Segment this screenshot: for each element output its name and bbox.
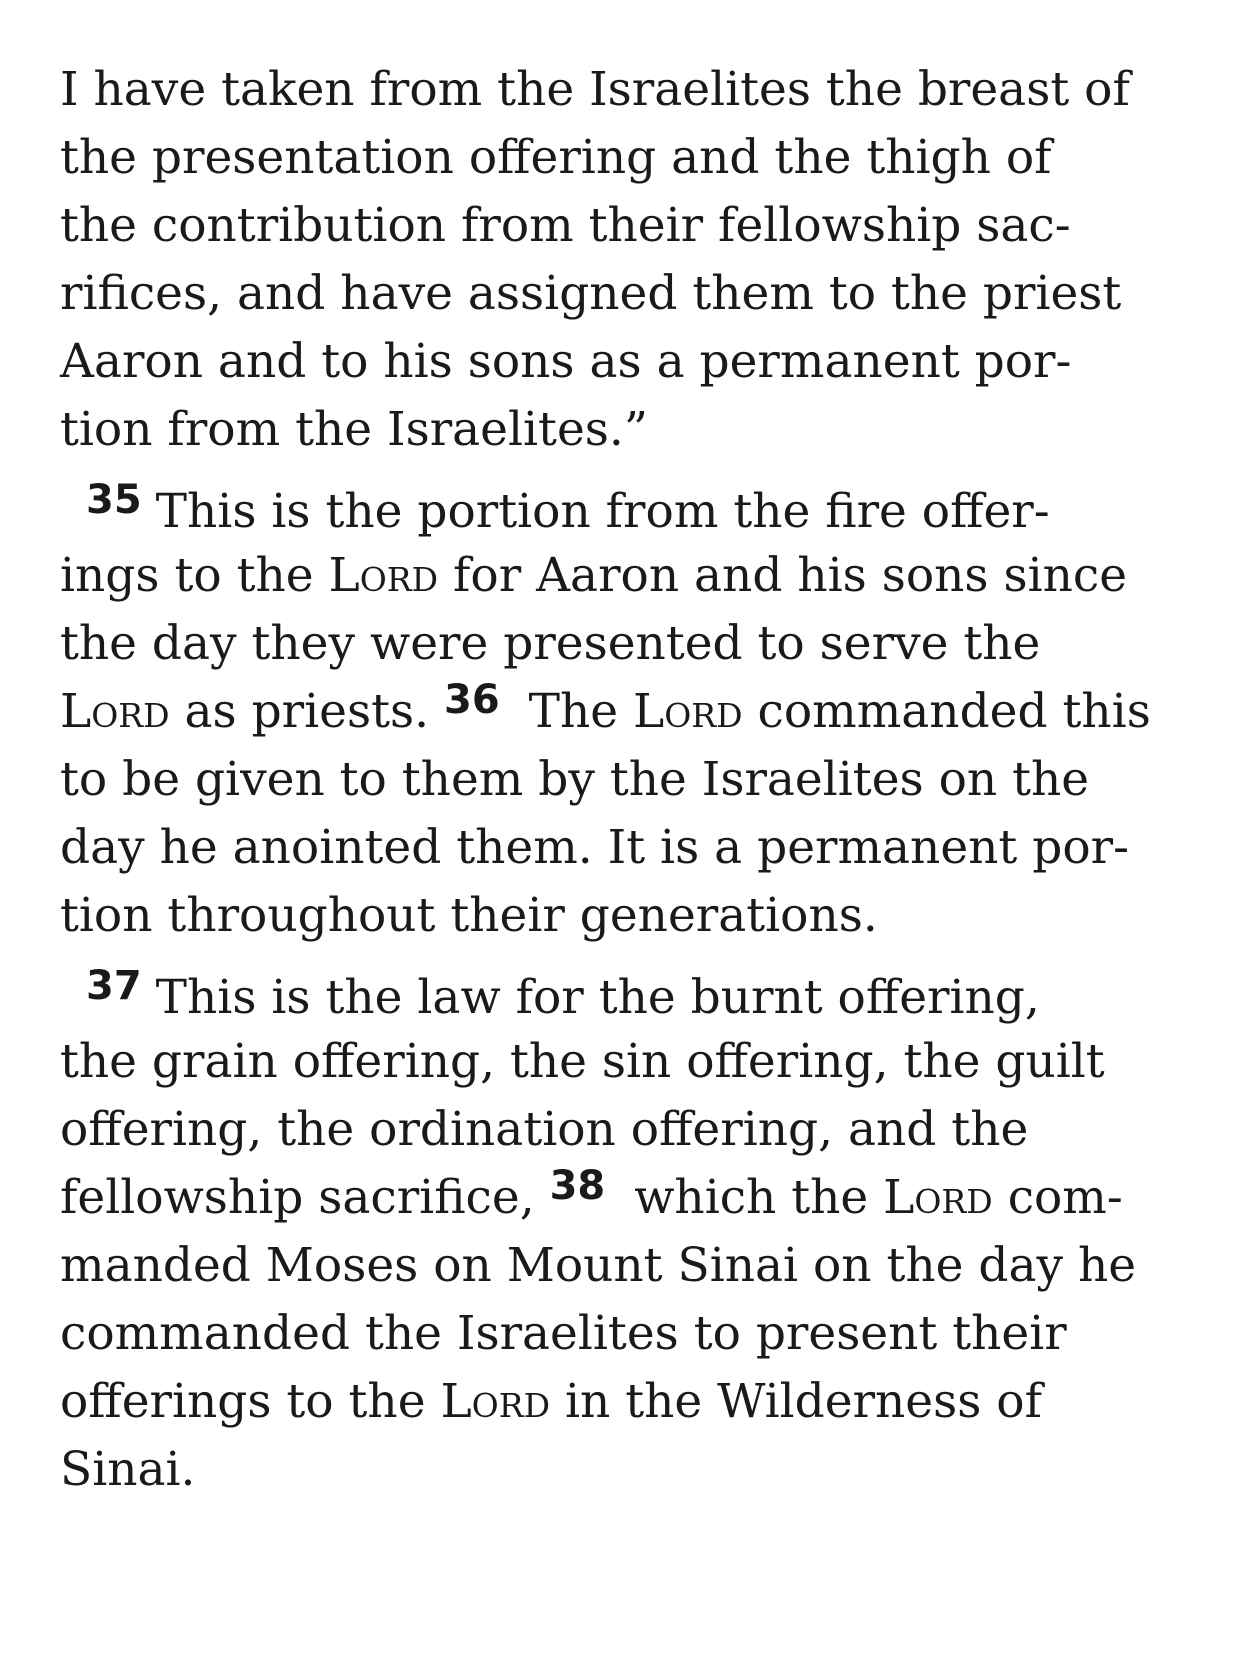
verse-number-38: 38	[549, 1163, 606, 1209]
verse-text: for Aaron and his sons since	[438, 548, 1128, 603]
text-line	[60, 464, 1200, 542]
scripture-text	[60, 56, 1200, 1504]
paragraph-intro	[60, 56, 1200, 464]
text-line: tion throughout their generations.	[60, 888, 878, 943]
verse-text: ings to the	[60, 548, 329, 603]
verse-number-37: 37	[86, 963, 142, 1009]
text-line: day he anointed them. It is a permanent por-	[60, 820, 1129, 875]
text-line	[60, 1368, 1200, 1436]
divine-name: Lord	[633, 684, 743, 739]
divine-name: Lord	[440, 1374, 551, 1429]
verse-text: This is the portion from the fire offer-	[155, 484, 1050, 539]
text-line: I have taken from the Israelites the breast of	[60, 62, 1130, 117]
text-line: tion from the Israelites.”	[60, 402, 648, 457]
verse-number-36: 36	[444, 677, 500, 723]
divine-name: Lord	[60, 684, 170, 739]
verse-text: commanded this	[742, 684, 1151, 739]
text-line: the day they were presented to serve the	[60, 616, 1041, 671]
text-line: manded Moses on Mount Sinai on the day he	[60, 1238, 1137, 1293]
text-line	[60, 1164, 1200, 1232]
verse-text: This is the law for the burnt offering,	[155, 970, 1040, 1025]
verse-text: The	[513, 684, 634, 739]
verse-text: com-	[992, 1170, 1123, 1225]
text-line	[60, 950, 1200, 1028]
text-line: Sinai.	[60, 1442, 196, 1497]
verse-text: as priests.	[169, 684, 445, 739]
text-line	[60, 542, 1200, 610]
verse-number-35: 35	[86, 477, 142, 523]
text-line	[60, 678, 1200, 746]
divine-name: Lord	[883, 1170, 993, 1225]
paragraph-verse-37	[60, 950, 1200, 1504]
verse-text: offerings to the	[60, 1374, 441, 1429]
text-line: rifices, and have assigned them to the priest	[60, 266, 1122, 321]
paragraph-verse-35	[60, 464, 1200, 950]
text-line: the grain offering, the sin offering, the guilt	[60, 1034, 1105, 1089]
divine-name: Lord	[328, 548, 439, 603]
text-line: to be given to them by the Israelites on the	[60, 752, 1090, 807]
text-line: the contribution from their fellowship sac-	[60, 198, 1071, 253]
verse-text: which the	[619, 1170, 884, 1225]
verse-text: fellowship sacrifice,	[60, 1170, 550, 1225]
text-line: offering, the ordination offering, and the	[60, 1102, 1029, 1157]
text-line: commanded the Israelites to present their	[60, 1306, 1067, 1361]
text-line: Aaron and to his sons as a permanent por-	[60, 334, 1072, 389]
text-line: the presentation offering and the thigh of	[60, 130, 1052, 185]
verse-text: in the Wilderness of	[550, 1374, 1042, 1429]
